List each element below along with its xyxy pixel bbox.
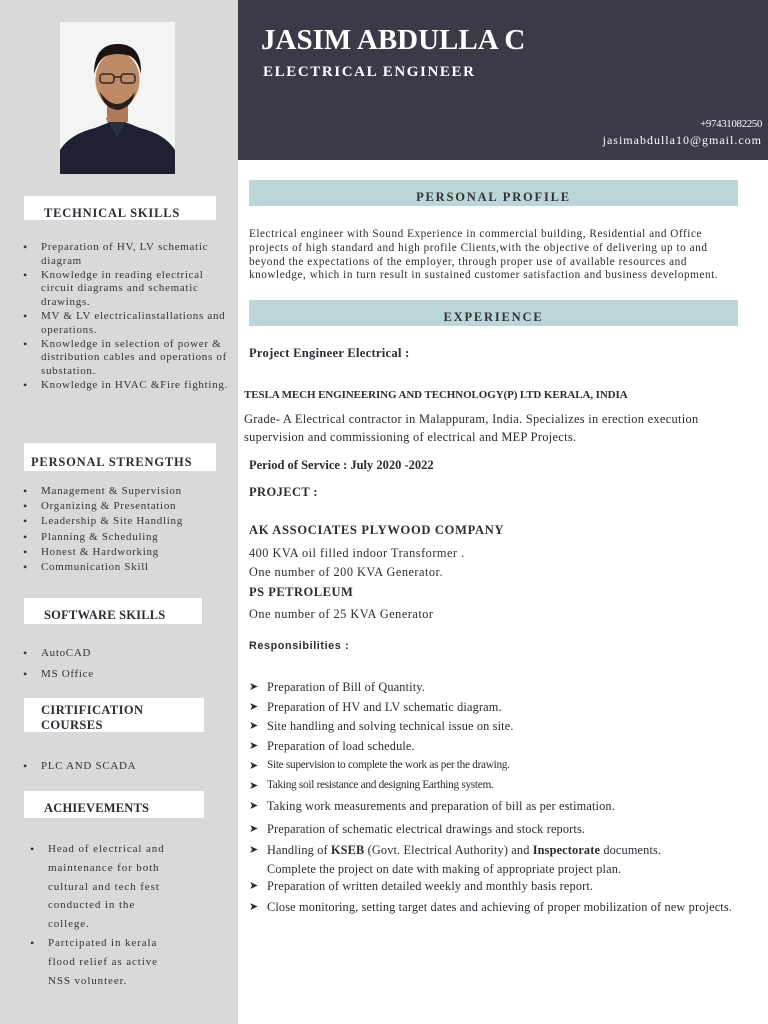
list-item: ➤ Taking soil resistance and designing Earthing system.: [249, 779, 494, 792]
certification-list: [23, 760, 228, 774]
arrow-bullet-icon: ➤: [249, 760, 258, 772]
list-item: • Management & Supervision: [23, 484, 228, 499]
list-item: • Knowledge in reading electrical circuit diagrams and schematic drawings.: [23, 269, 228, 310]
arrow-bullet-icon: ➤: [249, 800, 259, 812]
profile-text: Electrical engineer with Sound Experience in commercial building, Residential and Office projects of high standard and high profile Clients,with the objective of delivering up to and beyond the expectations of the employer, through proper use of available resources and knowledge, which in turn result in sustained customer satisfaction and business development.: [249, 228, 719, 282]
list-item: ➤ Close monitoring, setting target dates and achieving of proper mobilization of new projects.: [249, 898, 741, 917]
arrow-bullet-icon: ➤: [249, 780, 258, 792]
arrow-bullet-icon: ➤: [249, 720, 259, 732]
technical-skills-heading: TECHNICAL SKILLS: [44, 206, 181, 220]
certification-heading-line2: COURSES: [41, 718, 103, 732]
arrow-bullet-icon: ➤: [249, 681, 259, 693]
list-item: ➤ Preparation of Bill of Quantity.: [249, 680, 426, 694]
certification-heading-line1: CIRTIFICATION: [41, 703, 144, 717]
technical-skills-heading-box: [24, 196, 216, 220]
project-label: PROJECT :: [249, 485, 318, 499]
arrow-bullet-icon: ➤: [249, 901, 259, 913]
list-item: • MS Office: [23, 664, 228, 685]
responsibilities-list: [249, 680, 741, 917]
list-item: • Organizing & Presentation: [23, 499, 228, 514]
list-item: ➤ Site handling and solving technical issue on site.: [249, 719, 514, 733]
achievements-heading-box: [24, 791, 204, 818]
project2-name: PS PETROLEUM: [249, 585, 354, 599]
list-item: • Knowledge in HVAC &Fire fighting.: [23, 379, 228, 393]
software-skills-list: [23, 643, 228, 685]
list-item: • PLC AND SCADA: [23, 760, 228, 774]
certification-heading-box: [24, 698, 204, 732]
experience-heading: EXPERIENCE: [249, 300, 738, 326]
software-skills-heading-box: [24, 598, 202, 624]
achievements-heading: ACHIEVEMENTS: [44, 801, 150, 815]
header-banner: [238, 0, 768, 160]
software-skills-heading: SOFTWARE SKILLS: [44, 608, 166, 622]
technical-skills-list: [23, 241, 228, 393]
project2-detail: One number of 25 KVA Generator: [249, 607, 434, 621]
phone-number: +97431082250: [700, 118, 762, 130]
list-item: • Partcipated in kerala flood relief as active NSS volunteer.: [30, 934, 180, 990]
responsibilities-label: Responsibilities :: [249, 640, 350, 652]
arrow-bullet-icon: ➤: [249, 740, 259, 752]
service-period: Period of Service : July 2020 -2022: [249, 458, 434, 472]
company-description: Grade- A Electrical contractor in Malappuram, India. Specializes in erection execution supervision and commissioning of electrical and MEP Projects.: [244, 412, 699, 444]
list-item: ➤ Site supervision to complete the work as per the drawing.: [249, 759, 510, 772]
person-avatar-icon: [60, 22, 175, 174]
arrow-bullet-icon: ➤: [249, 701, 259, 713]
list-item: • Honest & Hardworking: [23, 545, 228, 560]
list-item: • MV & LV electricalinstallations and operations.: [23, 310, 228, 338]
list-item: • Head of electrical and maintenance for both cultural and tech fest conducted in the college.: [30, 840, 180, 934]
company-name: TESLA MECH ENGINEERING AND TECHNOLOGY(P) LTD KERALA, INDIA: [244, 389, 628, 401]
achievements-list: [30, 840, 180, 990]
list-item: ➤ Taking work measurements and preparation of bill as per estimation.: [249, 799, 615, 813]
arrow-bullet-icon: ➤: [249, 880, 259, 892]
position-title: Project Engineer Electrical :: [249, 346, 410, 360]
candidate-name: JASIM ABDULLA C: [261, 24, 526, 56]
list-item: • Communication Skill: [23, 560, 228, 575]
project1-detail: 400 KVA oil filled indoor Transformer .: [249, 546, 465, 560]
candidate-role: ELECTRICAL ENGINEER: [263, 64, 476, 80]
list-item: • AutoCAD: [23, 643, 228, 664]
project1-name: AK ASSOCIATES PLYWOOD COMPANY: [249, 523, 505, 537]
profile-photo: [60, 22, 175, 174]
list-item: • Leadership & Site Handling: [23, 514, 228, 529]
list-item: ➤ Handling of KSEB (Govt. Electrical Authority) and Inspectorate documents. Complete the project on date with making of appropriate project plan.: [249, 843, 662, 876]
personal-profile-heading: PERSONAL PROFILE: [249, 180, 738, 206]
arrow-bullet-icon: ➤: [249, 844, 259, 856]
arrow-bullet-icon: ➤: [249, 823, 259, 835]
project1-detail: One number of 200 KVA Generator.: [249, 565, 444, 579]
list-item: • Knowledge in selection of power & distribution cables and operations of substation.: [23, 338, 228, 379]
list-item: • Preparation of HV, LV schematic diagram: [23, 241, 228, 269]
list-item: ➤ Preparation of schematic electrical drawings and stock reports.: [249, 822, 586, 836]
personal-strengths-heading: PERSONAL STRENGTHS: [31, 455, 193, 469]
personal-strengths-heading-box: [24, 443, 216, 471]
list-item: ➤ Preparation of written detailed weekly and monthly basis report.: [249, 879, 594, 893]
list-item: • Planning & Scheduling: [23, 530, 228, 545]
email-address: jasimabdulla10@gmail.com: [602, 133, 762, 147]
personal-strengths-list: [23, 484, 228, 575]
list-item: ➤ Preparation of load schedule.: [249, 739, 415, 753]
list-item: ➤ Preparation of HV and LV schematic diagram.: [249, 700, 502, 714]
